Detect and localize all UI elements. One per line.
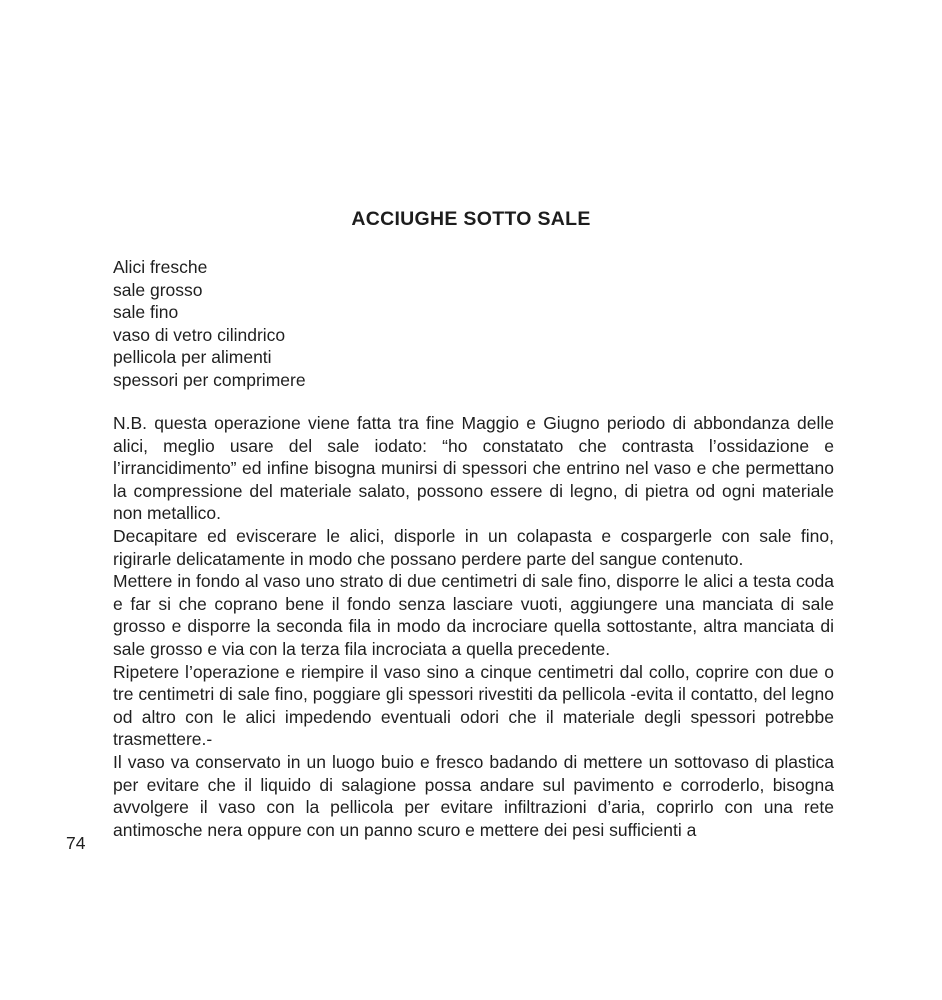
ingredient-list: [113, 256, 513, 392]
body-paragraph: N.B. questa operazione viene fatta tra fine Maggio e Giugno periodo di abbondanza delle alici, meglio usare del sale iodato: “ho constatato che contrasta l’ossidazione e l’irrancidimento” ed infine bisogna munirsi di spessori che entrino nel vaso e che permettano la compressione del materiale salato, possono essere di legno, di pietra od ogni materiale non metallico.: [113, 413, 834, 524]
ingredient-item: vaso di vetro cilindrico: [113, 324, 286, 345]
body-paragraph: Il vaso va conservato in un luogo buio e fresco badando di mettere un sottovaso di plastica per evitare che il liquido di salagione possa andare sul pavimento e corroderlo, bisogna avvolgere il vaso con la pellicola per evitare infiltrazioni d’aria, coprirlo con una rete antimosche nera oppure con un panno scuro e mettere dei pesi sufficienti a: [113, 751, 834, 840]
page-number: 74: [66, 833, 86, 853]
ingredient-item: spessori per comprimere: [113, 369, 306, 390]
ingredient-item: pellicola per alimenti: [113, 347, 272, 368]
body-paragraph: Ripetere l’operazione e riempire il vaso sino a cinque centimetri dal collo, coprire con due o tre centimetri di sale fino, poggiare gli spessori rivestiti da pellicola -evita il contatto, del legno od altro con le alici impedendo eventuali odori che il materiale degli spessori potrebbe trasmettere.-: [113, 661, 834, 750]
body-paragraph: Decapitare ed eviscerare le alici, disporle in un colapasta e cospargerle con sale fino, rigirarle delicatamente in modo che possano perdere parte del sangue contenuto.: [113, 525, 834, 569]
ingredient-item: Alici fresche: [113, 257, 208, 277]
ingredient-item: sale grosso: [113, 279, 203, 300]
body-paragraph: Mettere in fondo al vaso uno strato di due centimetri di sale fino, disporre le alici a testa coda e far si che coprano bene il fondo senza lasciare vuoti, aggiungere una manciata di sale grosso e disporre la seconda fila in modo da incrociare quella sottostante, altra manciata di sale grosso e via con la terza fila incrociata a quella precedente.: [113, 571, 834, 659]
recipe-title: ACCIUGHE SOTTO SALE: [351, 208, 591, 230]
recipe-body: [113, 412, 834, 841]
ingredient-item: sale fino: [113, 302, 179, 323]
